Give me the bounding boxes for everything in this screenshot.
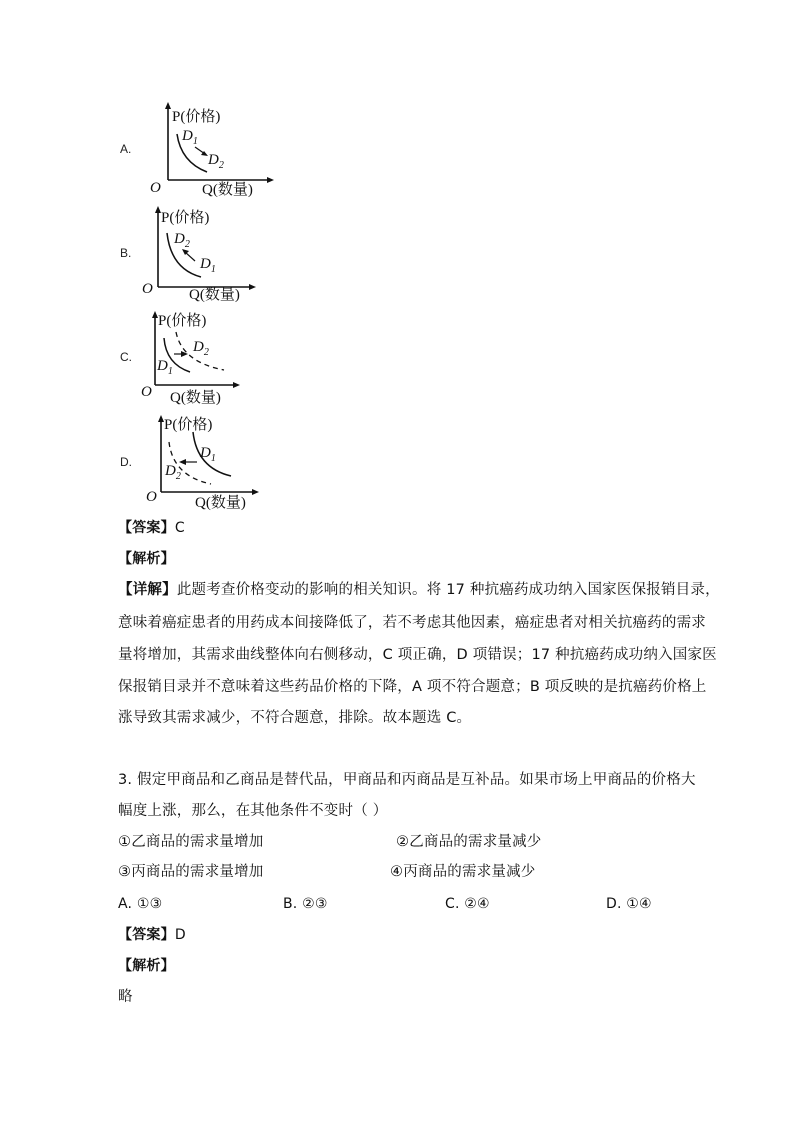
q2-detail-line-4: 保报销目录并不意味着这些药品价格的下降，A 项不符合题意；B 项反映的是抗癌药价格上 <box>118 679 707 695</box>
option-a-p-label: P(价格) <box>172 109 221 125</box>
option-c-d1: $D_1$ <box>157 358 173 377</box>
option-b-letter: B. <box>120 246 132 260</box>
option-c-origin: O <box>141 384 152 400</box>
q3-item-1: ①乙商品的需求量增加 <box>118 834 264 850</box>
option-d-d2: $D_2$ <box>165 463 181 482</box>
option-b-q-label: Q(数量) <box>189 287 240 303</box>
q3-stem-line-2: 幅度上涨，那么，在其他条件不变时（ ） <box>118 803 388 819</box>
q3-choice-d: D. ①④ <box>606 896 652 912</box>
q2-detail-line-2: 意味着癌症患者的用药成本间接降低了，若不考虑其他因素，癌症患者对相关抗癌药的需求 <box>118 615 706 631</box>
q3-stem-line-1: 3. 假定甲商品和乙商品是替代品，甲商品和丙商品是互补品。如果市场上甲商品的价格大 <box>118 772 696 788</box>
option-b-d2: $D_2$ <box>174 231 190 250</box>
option-c-d2: $D_2$ <box>193 339 209 358</box>
option-b-graph <box>137 203 272 303</box>
q3-analysis-tag: 【解析】 <box>118 958 175 974</box>
option-c-letter: C. <box>120 350 132 364</box>
option-d-d1: $D_1$ <box>200 445 216 464</box>
option-a-d2: $D_2$ <box>208 152 224 171</box>
q3-analysis-text: 略 <box>118 989 133 1005</box>
q3-item-4: ④丙商品的需求量减少 <box>390 864 536 880</box>
q2-analysis-tag: 【解析】 <box>118 551 175 567</box>
q3-answer: 【答案】D <box>118 927 186 943</box>
q3-choice-b: B. ②③ <box>283 896 328 912</box>
q3-choice-c: C. ②④ <box>445 896 490 912</box>
option-b-p-label: P(价格) <box>161 210 210 226</box>
option-b-d1: $D_1$ <box>200 256 216 275</box>
option-c-graph <box>138 308 273 408</box>
q2-detail-line-1: 【详解】此题考查价格变动的影响的相关知识。将 17 种抗癌药成功纳入国家医保报销目录， <box>118 582 720 598</box>
q3-choice-a: A. ①③ <box>118 896 163 912</box>
option-c-p-label: P(价格) <box>158 313 207 329</box>
q3-item-3: ③丙商品的需求量增加 <box>118 864 264 880</box>
option-d-q-label: Q(数量) <box>195 495 246 511</box>
option-d-origin: O <box>146 489 157 505</box>
q2-detail-line-5: 涨导致其需求减少，不符合题意，排除。故本题选 C。 <box>118 710 472 726</box>
option-d-graph <box>145 412 280 512</box>
option-a-graph <box>145 100 280 198</box>
q2-answer: 【答案】C <box>118 520 185 536</box>
option-d-p-label: P(价格) <box>164 417 213 433</box>
option-b-origin: O <box>142 281 153 297</box>
option-a-q-label: Q(数量) <box>202 182 253 198</box>
option-c-q-label: Q(数量) <box>170 390 221 406</box>
q3-item-2: ②乙商品的需求量减少 <box>396 834 542 850</box>
q2-detail-line-3: 量将增加，其需求曲线整体向右侧移动，C 项正确，D 项错误；17 种抗癌药成功纳入国家医 <box>118 647 717 663</box>
option-a-letter: A. <box>120 142 132 156</box>
option-d-letter: D. <box>120 455 132 469</box>
option-a-origin: O <box>150 180 161 196</box>
option-a-d1: $D_1$ <box>182 128 198 147</box>
